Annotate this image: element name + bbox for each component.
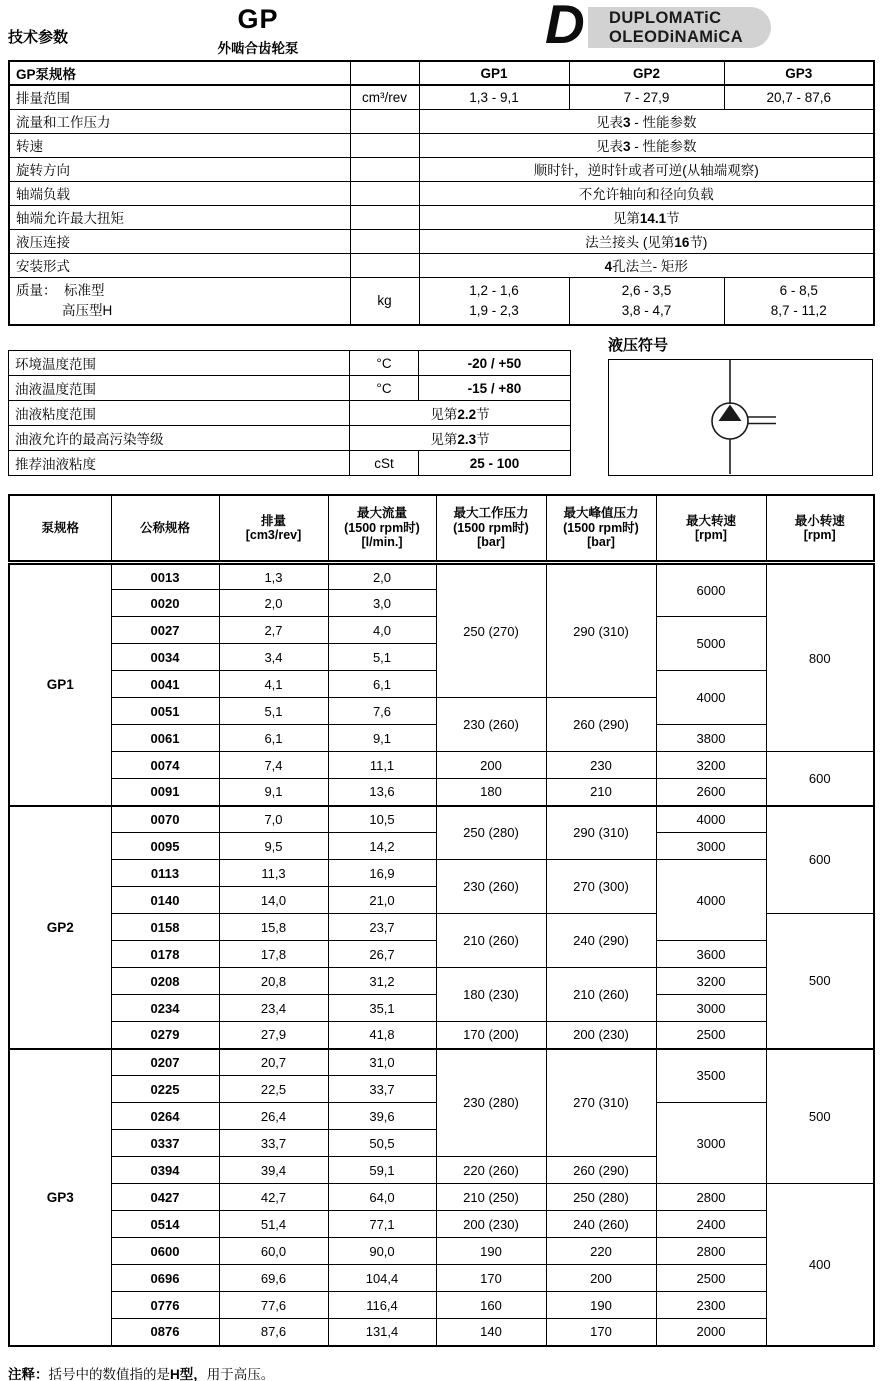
- page-header: [8, 0, 872, 60]
- table-row: [9, 1184, 874, 1211]
- table-row: [9, 1211, 874, 1238]
- table-cell: 77,1: [328, 1211, 436, 1238]
- table-cell: 26,7: [328, 941, 436, 968]
- table-cell: 4孔法兰- 矩形: [419, 253, 874, 277]
- table-cell: 190: [546, 1292, 656, 1319]
- table-cell: 25 - 100: [419, 451, 571, 476]
- table-cell: 0776: [111, 1292, 219, 1319]
- table-cell: 600: [766, 806, 874, 914]
- table-row: [9, 229, 874, 253]
- table-cell: 800: [766, 563, 874, 752]
- table-cell: 见表3 - 性能参数: [419, 133, 874, 157]
- table-cell: 3000: [656, 1103, 766, 1184]
- hydraulic-symbol-title: 液压符号: [608, 337, 669, 354]
- table-cell: 5000: [656, 617, 766, 671]
- fluid-conditions-table: [8, 350, 571, 476]
- table-cell: 排量范围: [9, 85, 350, 109]
- table-cell: 0020: [111, 590, 219, 617]
- table-cell: 31,2: [328, 968, 436, 995]
- table-cell: 流量和工作压力: [9, 109, 350, 133]
- table-cell: 230: [546, 752, 656, 779]
- table-cell: 500: [766, 1049, 874, 1184]
- table-cell: 见第2.2节: [350, 401, 571, 426]
- table-cell: 270 (300): [546, 860, 656, 914]
- table-cell: 260 (290): [546, 698, 656, 752]
- table-row: [9, 109, 874, 133]
- table-row: [9, 277, 874, 325]
- table-cell: 20,7: [219, 1049, 328, 1076]
- table-row: [9, 1049, 874, 1076]
- table-cell: 31,0: [328, 1049, 436, 1076]
- column-header-cell: 排量 [cm3/rev]: [219, 495, 328, 563]
- table-cell: 104,4: [328, 1265, 436, 1292]
- table-cell: 170 (200): [436, 1022, 546, 1049]
- table-row: [9, 806, 874, 833]
- table-cell: 0279: [111, 1022, 219, 1049]
- table-cell: [350, 181, 419, 205]
- table-row: [9, 1022, 874, 1049]
- table-cell: 0234: [111, 995, 219, 1022]
- table-row: [9, 205, 874, 229]
- table-cell: 6,1: [219, 725, 328, 752]
- table-cell: 210: [546, 779, 656, 806]
- table-cell: 9,1: [219, 779, 328, 806]
- table-cell: 39,4: [219, 1157, 328, 1184]
- table-cell: 3600: [656, 941, 766, 968]
- table-cell: 0394: [111, 1157, 219, 1184]
- table-cell: 2500: [656, 1265, 766, 1292]
- column-header-cell: 公称规格: [111, 495, 219, 563]
- table-cell: 6,1: [328, 671, 436, 698]
- table-cell: [350, 61, 419, 85]
- table-cell: 2,0: [219, 590, 328, 617]
- table-cell: 22,5: [219, 1076, 328, 1103]
- table-cell: 200: [436, 752, 546, 779]
- table-cell: 17,8: [219, 941, 328, 968]
- table-cell: [350, 157, 419, 181]
- table-cell: 见第2.3节: [350, 426, 571, 451]
- table-cell: 4000: [656, 671, 766, 725]
- table-cell: 240 (290): [546, 914, 656, 968]
- table-cell: 9,1: [328, 725, 436, 752]
- table-cell: 2800: [656, 1238, 766, 1265]
- table-cell: 140: [436, 1319, 546, 1346]
- table-cell: 0207: [111, 1049, 219, 1076]
- table-cell: 69,6: [219, 1265, 328, 1292]
- table-cell: 131,4: [328, 1319, 436, 1346]
- page-title: GP: [237, 4, 279, 34]
- table-row: [9, 133, 874, 157]
- table-cell: 油液粘度范围: [9, 401, 350, 426]
- table-cell: 260 (290): [546, 1157, 656, 1184]
- table-cell: 39,6: [328, 1103, 436, 1130]
- table-cell: 6000: [656, 563, 766, 617]
- table-cell: 230 (260): [436, 860, 546, 914]
- table-cell: 见表3 - 性能参数: [419, 109, 874, 133]
- header-row: [9, 495, 874, 563]
- table-cell: 0264: [111, 1103, 219, 1130]
- table-cell: 2500: [656, 1022, 766, 1049]
- table-cell: 210 (250): [436, 1184, 546, 1211]
- table-cell: 3800: [656, 725, 766, 752]
- table-cell: 180 (230): [436, 968, 546, 1022]
- table-cell: 0091: [111, 779, 219, 806]
- table-cell: 14,0: [219, 887, 328, 914]
- table-cell: °C: [350, 376, 419, 401]
- table-cell: 0051: [111, 698, 219, 725]
- table-cell: 170: [546, 1319, 656, 1346]
- table-cell: GP2: [9, 806, 111, 1049]
- table-cell: 轴端允许最大扭矩: [9, 205, 350, 229]
- table-cell: 7 - 27,9: [569, 85, 724, 109]
- table-cell: 0876: [111, 1319, 219, 1346]
- table-cell: 116,4: [328, 1292, 436, 1319]
- table-cell: 液压连接: [9, 229, 350, 253]
- table-cell: 0034: [111, 644, 219, 671]
- gp-spec-table: [8, 60, 875, 326]
- table-cell: 0095: [111, 833, 219, 860]
- table-cell: 77,6: [219, 1292, 328, 1319]
- table-cell: 600: [766, 752, 874, 806]
- table-cell: [350, 205, 419, 229]
- table-cell: 160: [436, 1292, 546, 1319]
- table-row: [9, 1319, 874, 1346]
- table-cell: 0074: [111, 752, 219, 779]
- table-cell: 推荐油液粘度: [9, 451, 350, 476]
- table-cell: 3500: [656, 1049, 766, 1103]
- performance-table: [8, 494, 875, 1347]
- table-cell: 200: [546, 1265, 656, 1292]
- table-cell: 400: [766, 1184, 874, 1346]
- table-row: [9, 253, 874, 277]
- table-cell: 290 (310): [546, 563, 656, 698]
- table-cell: 0427: [111, 1184, 219, 1211]
- table-cell: -20 / +50: [419, 351, 571, 376]
- table-cell: 油液允许的最高污染等级: [9, 426, 350, 451]
- table-cell: 2000: [656, 1319, 766, 1346]
- table-row: [9, 376, 571, 401]
- table-row: [9, 181, 874, 205]
- table-cell: 0061: [111, 725, 219, 752]
- table-cell: 0600: [111, 1238, 219, 1265]
- table-cell: 转速: [9, 133, 350, 157]
- table-cell: 环境温度范围: [9, 351, 350, 376]
- table-cell: 5,1: [328, 644, 436, 671]
- table-cell: GP2: [569, 61, 724, 85]
- table-cell: 0158: [111, 914, 219, 941]
- table-row: [9, 860, 874, 887]
- duplomatic-logo: [545, 0, 771, 55]
- table-row: [9, 1292, 874, 1319]
- table-cell: 220: [546, 1238, 656, 1265]
- table-cell: 240 (260): [546, 1211, 656, 1238]
- table-row: [9, 426, 571, 451]
- table-cell: 3200: [656, 752, 766, 779]
- table-cell: 0337: [111, 1130, 219, 1157]
- table-cell: 油液温度范围: [9, 376, 350, 401]
- table-cell: 230 (280): [436, 1049, 546, 1157]
- table-cell: GP1: [9, 563, 111, 806]
- table-cell: 1,2 - 1,6 1,9 - 2,3: [419, 277, 569, 325]
- table-row: [9, 351, 571, 376]
- column-header-cell: 最大工作压力 (1500 rpm时) [bar]: [436, 495, 546, 563]
- table-cell: 10,5: [328, 806, 436, 833]
- table-cell: 4000: [656, 806, 766, 833]
- table-cell: 2,0: [328, 563, 436, 590]
- table-cell: 7,4: [219, 752, 328, 779]
- table-cell: 3,4: [219, 644, 328, 671]
- logo-text: [609, 9, 743, 46]
- table-cell: 0070: [111, 806, 219, 833]
- table-cell: 2400: [656, 1211, 766, 1238]
- table-cell: 11,3: [219, 860, 328, 887]
- table-cell: 0027: [111, 617, 219, 644]
- table-cell: 200 (230): [436, 1211, 546, 1238]
- table-cell: 27,9: [219, 1022, 328, 1049]
- table-cell: 顺时针，逆时针或者可逆(从轴端观察): [419, 157, 874, 181]
- table-cell: 质量： 标准型 高压型H: [9, 277, 350, 325]
- table-cell: 35,1: [328, 995, 436, 1022]
- footnote-text-2: 用于高压。: [206, 1366, 275, 1381]
- table-cell: cm³/rev: [350, 85, 419, 109]
- table-cell: -15 / +80: [419, 376, 571, 401]
- table-cell: 11,1: [328, 752, 436, 779]
- table-cell: 3000: [656, 833, 766, 860]
- table-cell: 33,7: [328, 1076, 436, 1103]
- table-row: [9, 563, 874, 590]
- table-row: [9, 451, 571, 476]
- table-cell: 42,7: [219, 1184, 328, 1211]
- table-cell: 轴端负载: [9, 181, 350, 205]
- table-cell: 23,4: [219, 995, 328, 1022]
- table-cell: 5,1: [219, 698, 328, 725]
- table-cell: 500: [766, 914, 874, 1049]
- table-cell: 1,3 - 9,1: [419, 85, 569, 109]
- hydraulic-symbol-block: [608, 334, 873, 476]
- table-cell: 200 (230): [546, 1022, 656, 1049]
- table-cell: 0140: [111, 887, 219, 914]
- table-cell: 4,0: [328, 617, 436, 644]
- table-cell: 41,8: [328, 1022, 436, 1049]
- table-cell: GP3: [724, 61, 874, 85]
- table-cell: 0178: [111, 941, 219, 968]
- table-cell: 7,6: [328, 698, 436, 725]
- hydraulic-symbol-box: [608, 359, 873, 476]
- table-cell: 2,6 - 3,5 3,8 - 4,7: [569, 277, 724, 325]
- table-row: [9, 401, 571, 426]
- table-cell: GP3: [9, 1049, 111, 1346]
- table-cell: 51,4: [219, 1211, 328, 1238]
- mid-section: [8, 334, 872, 482]
- table-cell: [350, 109, 419, 133]
- column-header-cell: 最大峰值压力 (1500 rpm时) [bar]: [546, 495, 656, 563]
- table-cell: 14,2: [328, 833, 436, 860]
- table-cell: 64,0: [328, 1184, 436, 1211]
- doc-type-label: 技术参数: [8, 29, 69, 46]
- table-cell: GP1: [419, 61, 569, 85]
- table-row: [9, 61, 874, 85]
- page-subtitle: 外啮合齿轮泵: [217, 41, 299, 56]
- table-cell: 190: [436, 1238, 546, 1265]
- table-cell: 6 - 8,5 8,7 - 11,2: [724, 277, 874, 325]
- table-row: [9, 779, 874, 806]
- table-row: [9, 752, 874, 779]
- table-cell: 270 (310): [546, 1049, 656, 1157]
- logo-d-mark-icon: D: [545, 0, 588, 52]
- table-cell: 法兰接头 (见第16节): [419, 229, 874, 253]
- table-cell: 230 (260): [436, 698, 546, 752]
- column-header-cell: 最大流量 (1500 rpm时) [l/min.]: [328, 495, 436, 563]
- table-cell: 59,1: [328, 1157, 436, 1184]
- table-cell: 0225: [111, 1076, 219, 1103]
- table-cell: 250 (280): [436, 806, 546, 860]
- table-cell: 23,7: [328, 914, 436, 941]
- hydraulic-pump-symbol-icon: [609, 360, 871, 474]
- table-cell: 60,0: [219, 1238, 328, 1265]
- table-cell: 2800: [656, 1184, 766, 1211]
- table-cell: 220 (260): [436, 1157, 546, 1184]
- table-cell: 3200: [656, 968, 766, 995]
- table-cell: 90,0: [328, 1238, 436, 1265]
- table-row: [9, 157, 874, 181]
- table-cell: 180: [436, 779, 546, 806]
- table-cell: 210 (260): [546, 968, 656, 1022]
- table-cell: 13,6: [328, 779, 436, 806]
- table-cell: cSt: [350, 451, 419, 476]
- table-cell: [350, 253, 419, 277]
- table-cell: 4,1: [219, 671, 328, 698]
- table-cell: 0514: [111, 1211, 219, 1238]
- table-cell: 0208: [111, 968, 219, 995]
- table-cell: 26,4: [219, 1103, 328, 1130]
- table-cell: 16,9: [328, 860, 436, 887]
- table-cell: 2,7: [219, 617, 328, 644]
- table-cell: 7,0: [219, 806, 328, 833]
- table-cell: 0041: [111, 671, 219, 698]
- column-header-cell: 最小转速 [rpm]: [766, 495, 874, 563]
- table-row: [9, 1238, 874, 1265]
- table-row: [9, 1265, 874, 1292]
- logo-text-line1: DUPLOMATiC: [609, 9, 722, 27]
- table-row: [9, 85, 874, 109]
- logo-text-line2: OLEODiNAMiCA: [609, 27, 744, 46]
- table-cell: 0113: [111, 860, 219, 887]
- table-cell: 20,7 - 87,6: [724, 85, 874, 109]
- table-cell: 安装形式: [9, 253, 350, 277]
- table-cell: 见第14.1节: [419, 205, 874, 229]
- table-cell: 15,8: [219, 914, 328, 941]
- table-row: [9, 968, 874, 995]
- table-cell: 9,5: [219, 833, 328, 860]
- column-header-cell: 泵规格: [9, 495, 111, 563]
- table-cell: 3,0: [328, 590, 436, 617]
- table-cell: 20,8: [219, 968, 328, 995]
- footnote-strong: H型，: [170, 1366, 207, 1381]
- table-cell: [350, 133, 419, 157]
- table-cell: [350, 229, 419, 253]
- table-cell: 170: [436, 1265, 546, 1292]
- column-header-cell: 最大转速 [rpm]: [656, 495, 766, 563]
- footnote-label: 注释：: [8, 1366, 49, 1381]
- table-cell: 250 (280): [546, 1184, 656, 1211]
- table-cell: 290 (310): [546, 806, 656, 860]
- table-cell: 250 (270): [436, 563, 546, 698]
- title-block: [168, 4, 348, 57]
- table-cell: 0013: [111, 563, 219, 590]
- table-cell: 50,5: [328, 1130, 436, 1157]
- table-cell: °C: [350, 351, 419, 376]
- table-cell: 210 (260): [436, 914, 546, 968]
- table-cell: 1,3: [219, 563, 328, 590]
- table-cell: 0696: [111, 1265, 219, 1292]
- table-cell: 旋转方向: [9, 157, 350, 181]
- table-cell: kg: [350, 277, 419, 325]
- table-cell: 不允许轴向和径向负载: [419, 181, 874, 205]
- table-cell: 3000: [656, 995, 766, 1022]
- footnote: [8, 1363, 872, 1381]
- table-cell: 2300: [656, 1292, 766, 1319]
- table-cell: 33,7: [219, 1130, 328, 1157]
- table-cell: 87,6: [219, 1319, 328, 1346]
- table-cell: 4000: [656, 860, 766, 941]
- table-cell: 2600: [656, 779, 766, 806]
- table-cell: GP泵规格: [9, 61, 350, 85]
- footnote-text-1: 括号中的数值指的是: [48, 1366, 170, 1381]
- table-cell: 21,0: [328, 887, 436, 914]
